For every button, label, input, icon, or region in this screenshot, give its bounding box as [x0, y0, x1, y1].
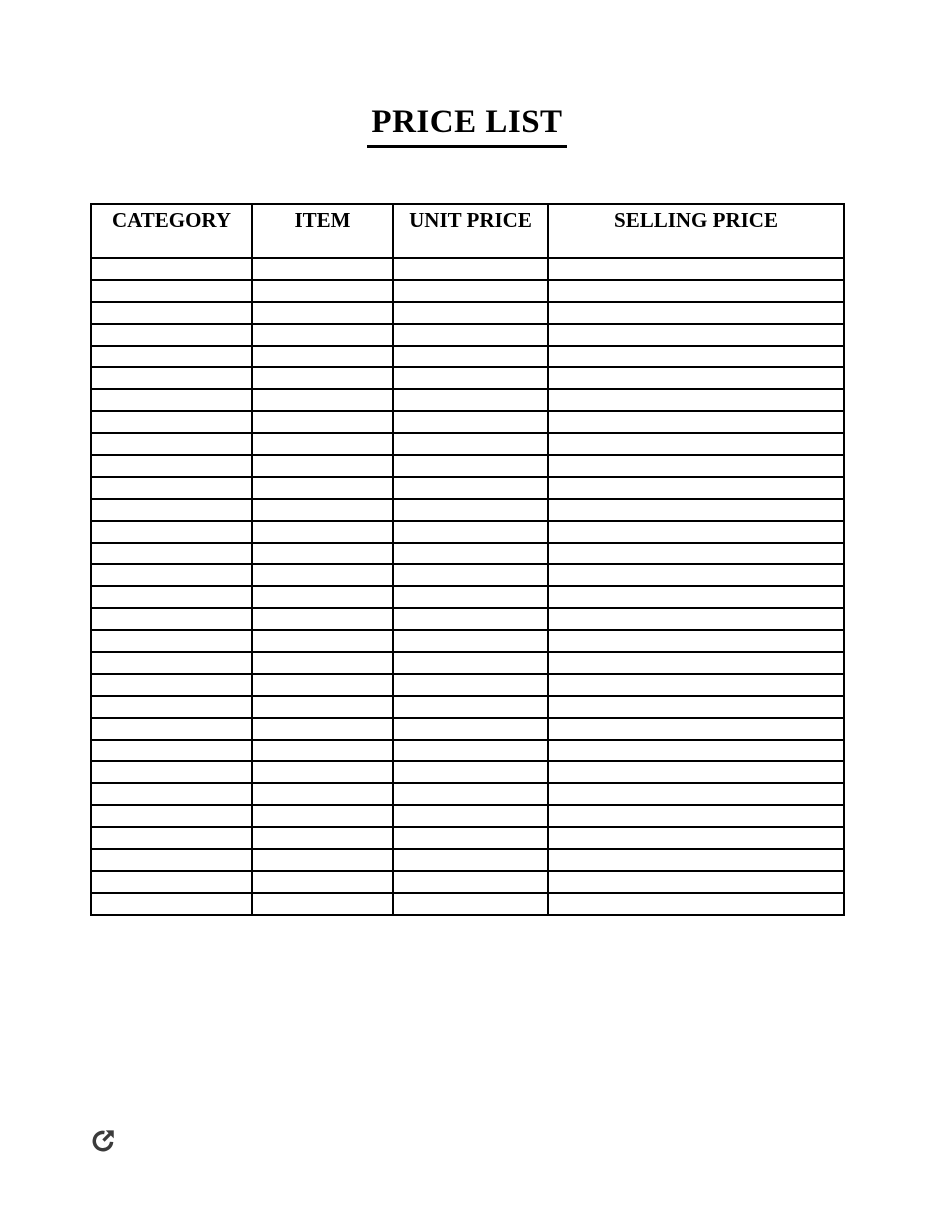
empty-cell: [91, 564, 252, 586]
empty-cell: [548, 805, 844, 827]
price-list-table: [90, 203, 845, 916]
empty-cell: [548, 696, 844, 718]
empty-cell: [252, 586, 393, 608]
empty-cell: [548, 280, 844, 302]
empty-cell: [548, 521, 844, 543]
empty-cell: [393, 367, 548, 389]
empty-cell: [548, 258, 844, 280]
table-row: [91, 280, 844, 302]
empty-cell: [393, 652, 548, 674]
empty-cell: [548, 630, 844, 652]
refresh-arrow-icon: [91, 1127, 117, 1153]
table-row: [91, 761, 844, 783]
empty-cell: [393, 608, 548, 630]
empty-cell: [393, 783, 548, 805]
header-cell-unit-price: UNIT PRICE: [393, 204, 548, 258]
empty-cell: [252, 740, 393, 762]
empty-cell: [548, 455, 844, 477]
table-row: [91, 849, 844, 871]
empty-cell: [252, 280, 393, 302]
empty-cell: [252, 564, 393, 586]
empty-cell: [393, 258, 548, 280]
empty-cell: [393, 849, 548, 871]
empty-cell: [393, 564, 548, 586]
empty-cell: [548, 871, 844, 893]
empty-cell: [548, 477, 844, 499]
empty-cell: [252, 893, 393, 915]
empty-cell: [91, 280, 252, 302]
table-row: [91, 367, 844, 389]
empty-cell: [393, 302, 548, 324]
empty-cell: [252, 827, 393, 849]
empty-cell: [91, 761, 252, 783]
table-row: [91, 433, 844, 455]
empty-cell: [393, 346, 548, 368]
table-row: [91, 696, 844, 718]
table-row: [91, 411, 844, 433]
empty-cell: [91, 827, 252, 849]
header-cell-item: ITEM: [252, 204, 393, 258]
empty-cell: [393, 324, 548, 346]
empty-cell: [548, 652, 844, 674]
table-row: [91, 258, 844, 280]
empty-cell: [393, 718, 548, 740]
empty-cell: [252, 696, 393, 718]
empty-cell: [91, 805, 252, 827]
empty-cell: [548, 411, 844, 433]
empty-cell: [252, 761, 393, 783]
table-row: [91, 564, 844, 586]
table-row: [91, 893, 844, 915]
empty-cell: [393, 411, 548, 433]
table-row: [91, 805, 844, 827]
empty-cell: [548, 849, 844, 871]
empty-cell: [393, 893, 548, 915]
empty-cell: [252, 433, 393, 455]
table-row: [91, 783, 844, 805]
empty-cell: [91, 630, 252, 652]
empty-cell: [252, 324, 393, 346]
empty-cell: [393, 871, 548, 893]
empty-cell: [252, 411, 393, 433]
empty-cell: [393, 696, 548, 718]
empty-cell: [91, 477, 252, 499]
empty-cell: [548, 740, 844, 762]
empty-cell: [548, 783, 844, 805]
empty-cell: [252, 783, 393, 805]
empty-cell: [252, 805, 393, 827]
table-row: [91, 630, 844, 652]
empty-cell: [548, 367, 844, 389]
empty-cell: [548, 346, 844, 368]
empty-cell: [91, 499, 252, 521]
empty-cell: [91, 783, 252, 805]
empty-cell: [91, 740, 252, 762]
table-row: [91, 871, 844, 893]
empty-cell: [393, 827, 548, 849]
empty-cell: [393, 455, 548, 477]
empty-cell: [548, 608, 844, 630]
empty-cell: [252, 849, 393, 871]
empty-cell: [393, 389, 548, 411]
empty-cell: [252, 521, 393, 543]
empty-cell: [393, 477, 548, 499]
empty-cell: [91, 652, 252, 674]
table-body: [91, 258, 844, 915]
empty-cell: [252, 302, 393, 324]
empty-cell: [91, 389, 252, 411]
empty-cell: [548, 761, 844, 783]
table-row: [91, 455, 844, 477]
table-row: [91, 652, 844, 674]
empty-cell: [548, 718, 844, 740]
empty-cell: [548, 586, 844, 608]
empty-cell: [252, 499, 393, 521]
empty-cell: [393, 521, 548, 543]
table-row: [91, 586, 844, 608]
empty-cell: [91, 696, 252, 718]
table-row: [91, 827, 844, 849]
table-row: [91, 324, 844, 346]
table-row: [91, 718, 844, 740]
empty-cell: [548, 827, 844, 849]
empty-cell: [548, 324, 844, 346]
empty-cell: [548, 499, 844, 521]
empty-cell: [548, 564, 844, 586]
table-row: [91, 477, 844, 499]
empty-cell: [252, 718, 393, 740]
table-row: [91, 608, 844, 630]
empty-cell: [91, 367, 252, 389]
empty-cell: [393, 586, 548, 608]
empty-cell: [91, 543, 252, 565]
empty-cell: [548, 433, 844, 455]
empty-cell: [91, 849, 252, 871]
empty-cell: [393, 499, 548, 521]
table-row: [91, 543, 844, 565]
table-row: [91, 499, 844, 521]
table-row: [91, 302, 844, 324]
empty-cell: [252, 630, 393, 652]
table-row: [91, 389, 844, 411]
table-row: [91, 674, 844, 696]
empty-cell: [91, 433, 252, 455]
empty-cell: [91, 411, 252, 433]
empty-cell: [252, 674, 393, 696]
empty-cell: [393, 674, 548, 696]
empty-cell: [91, 586, 252, 608]
table-row: [91, 740, 844, 762]
empty-cell: [393, 805, 548, 827]
empty-cell: [548, 389, 844, 411]
title-container: [0, 103, 934, 148]
page-title: PRICE LIST: [367, 103, 566, 148]
table-row: [91, 521, 844, 543]
empty-cell: [393, 280, 548, 302]
empty-cell: [252, 346, 393, 368]
empty-cell: [91, 455, 252, 477]
header-row: [91, 204, 844, 258]
header-cell-category: CATEGORY: [91, 204, 252, 258]
empty-cell: [252, 258, 393, 280]
empty-cell: [393, 740, 548, 762]
empty-cell: [91, 521, 252, 543]
header-cell-selling-price: SELLING PRICE: [548, 204, 844, 258]
empty-cell: [91, 893, 252, 915]
empty-cell: [548, 893, 844, 915]
empty-cell: [91, 346, 252, 368]
empty-cell: [252, 477, 393, 499]
empty-cell: [252, 871, 393, 893]
empty-cell: [91, 674, 252, 696]
empty-cell: [252, 367, 393, 389]
empty-cell: [548, 302, 844, 324]
empty-cell: [252, 543, 393, 565]
empty-cell: [393, 761, 548, 783]
empty-cell: [252, 652, 393, 674]
empty-cell: [393, 433, 548, 455]
table-row: [91, 346, 844, 368]
empty-cell: [252, 389, 393, 411]
empty-cell: [252, 608, 393, 630]
empty-cell: [393, 543, 548, 565]
empty-cell: [91, 258, 252, 280]
empty-cell: [91, 608, 252, 630]
empty-cell: [91, 324, 252, 346]
empty-cell: [393, 630, 548, 652]
empty-cell: [91, 302, 252, 324]
empty-cell: [548, 674, 844, 696]
empty-cell: [91, 871, 252, 893]
empty-cell: [252, 455, 393, 477]
empty-cell: [548, 543, 844, 565]
empty-cell: [91, 718, 252, 740]
